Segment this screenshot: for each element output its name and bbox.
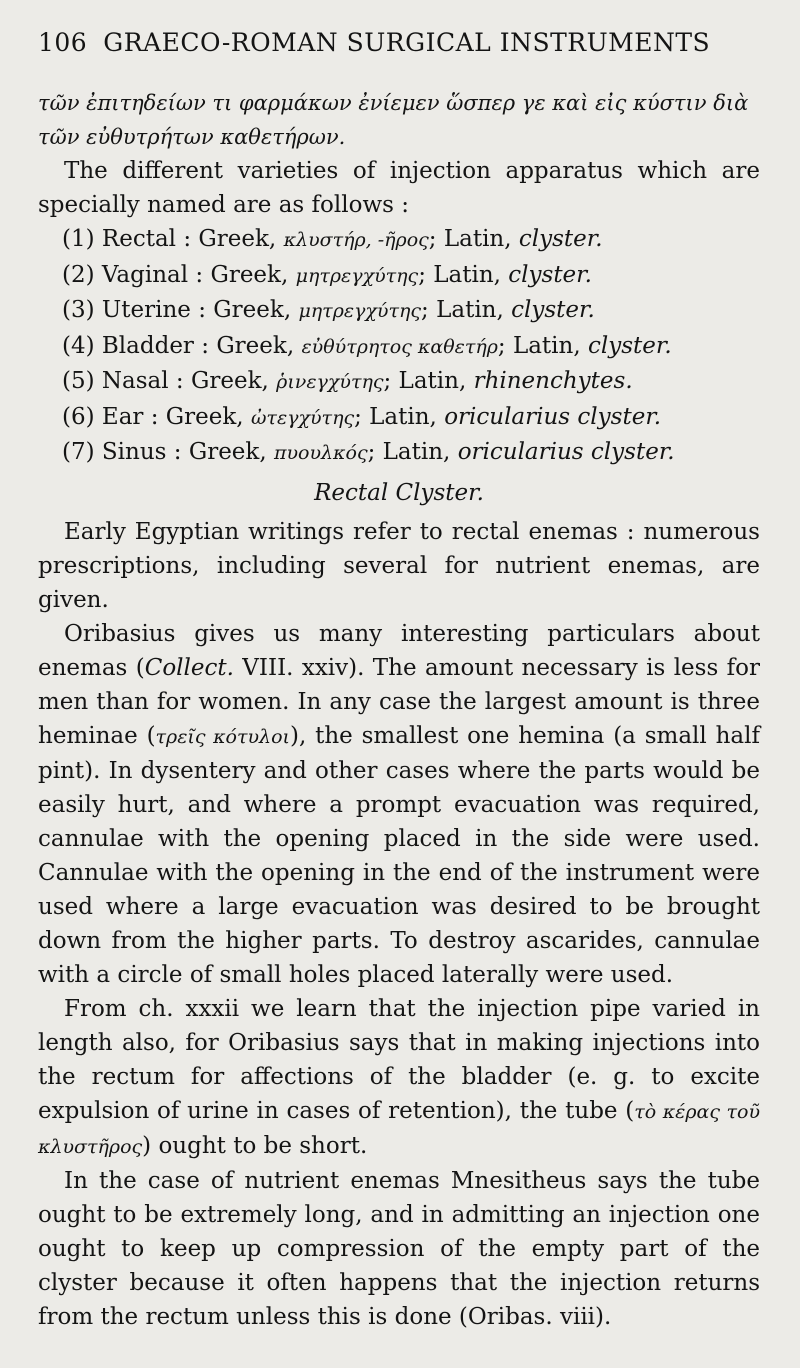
paragraph-nutrient-enemas: In the case of nutrient enemas Mnesitheus says the tube ought to be extremely long, and in admitting an injection one ought to keep up compression of the empty part of the clyster because it often happens that the injection returns from the rectum unless this is done (Oribas. viii). [38, 1167, 760, 1330]
list-item [38, 364, 760, 400]
list-item [38, 258, 760, 294]
citation-title: Collect. [144, 654, 234, 681]
text-run: From ch. xxxii we learn that the injection pipe varied in length also, for Oribasius says that in making injections into the rectum for affections of the bladder (e. g. to excite expulsion of urine in cases of retention), the tube ( [38, 995, 760, 1124]
latin-label: ; Latin, [418, 261, 501, 288]
greek-term: τρεῖς κότυλοι [155, 725, 290, 748]
latin-label: ; Latin, [428, 226, 512, 252]
latin-label: ; Latin, [354, 403, 437, 430]
latin-label: ; Latin, [497, 332, 581, 359]
running-title: GRAECO-ROMAN SURGICAL INSTRUMENTS [103, 28, 711, 57]
greek-term: μητρεγχύτης [298, 300, 422, 322]
paragraph-oribasius [38, 617, 760, 992]
greek-term: ῥινεγχύτης [276, 371, 384, 393]
text-run: ) ought to be short. [142, 1132, 368, 1159]
paragraph-injection-pipe [38, 992, 760, 1164]
paragraph-egyptian: Early Egyptian writings refer to rectal enemas : numerous prescriptions, including several for nutrient enemas, are given. [38, 518, 760, 613]
latin-term: clyster. [587, 332, 672, 359]
item-number: (6) [62, 403, 95, 430]
intro-paragraph: The different varieties of injection apparatus which are specially named are as follows : [38, 158, 760, 218]
greek-term: εὐθύτρητος καθετήρ [301, 335, 498, 358]
greek-label: Greek, [165, 403, 244, 430]
greek-label: Greek, [198, 226, 277, 252]
varieties-list [38, 222, 760, 471]
greek-label: Greek, [210, 261, 289, 288]
item-name: Bladder : [101, 332, 209, 359]
greek-term: τὸ κέρας τοῦ κλυστῆρος [38, 1100, 761, 1158]
text-run: ), the smallest one hemina (a small half pint). In dysentery and other cases where the parts would be easily hurt, and where a prompt evacuation was required, cannulae with the opening placed in the side were used. Cannulae with the opening in the end of the instrument were used where a large evacuation was desired to be brought down from the higher parts. To destroy ascarides, cannulae with a circle of small holes placed laterally were used. [38, 722, 761, 988]
greek-label: Greek, [191, 368, 269, 394]
list-item [38, 293, 760, 329]
text-run: VIII. xxiv). The amount necessary is less for men than for women. In any case the largest amount is three heminae ( [38, 654, 760, 749]
latin-term: clyster. [511, 297, 595, 323]
greek-label: Greek, [213, 297, 292, 323]
page-number: 106 [38, 28, 88, 57]
greek-term: ὠτεγχύτης [250, 406, 355, 429]
latin-term: clyster. [518, 226, 603, 252]
latin-term: oricularius clyster. [444, 403, 662, 430]
list-item [38, 435, 760, 471]
greek-term: πυουλκός [273, 442, 368, 464]
item-name: Nasal : [101, 368, 184, 394]
latin-term: clyster. [508, 261, 592, 288]
greek-label: Greek, [216, 332, 295, 359]
item-name: Uterine : [101, 297, 206, 323]
greek-term: κλυστήρ, -ῆρος [283, 229, 429, 251]
item-number: (2) [62, 261, 95, 288]
list-item [38, 400, 760, 436]
item-name: Vaginal : [101, 261, 204, 288]
list-item [38, 222, 760, 258]
greek-quotation: τῶν ἐπιτηδείων τι φαρμάκων ἐνίεμεν ὥσπερ γε καὶ εἰς κύστιν διὰ τῶν εὐθυτρήτων καθετήρων. [38, 91, 749, 149]
list-item [38, 329, 760, 365]
latin-label: ; Latin, [367, 439, 451, 465]
running-header [38, 28, 760, 86]
latin-term: oricularius clyster. [457, 439, 675, 465]
item-number: (7) [62, 439, 95, 465]
greek-term: μητρεγχύτης [295, 264, 419, 287]
latin-term: rhinenchytes. [473, 368, 633, 394]
item-number: (1) [62, 226, 95, 252]
latin-label: ; Latin, [421, 297, 504, 323]
item-name: Rectal : [101, 226, 192, 252]
item-name: Sinus : [101, 439, 182, 465]
item-number: (4) [62, 332, 95, 359]
greek-label: Greek, [188, 439, 267, 465]
latin-label: ; Latin, [383, 368, 467, 394]
text-run: Oribasius gives us many interesting particulars about enemas ( [38, 620, 760, 681]
item-name: Ear : [101, 403, 159, 430]
section-heading: Rectal Clyster. [314, 479, 484, 506]
item-number: (3) [62, 297, 95, 323]
item-number: (5) [62, 368, 95, 394]
